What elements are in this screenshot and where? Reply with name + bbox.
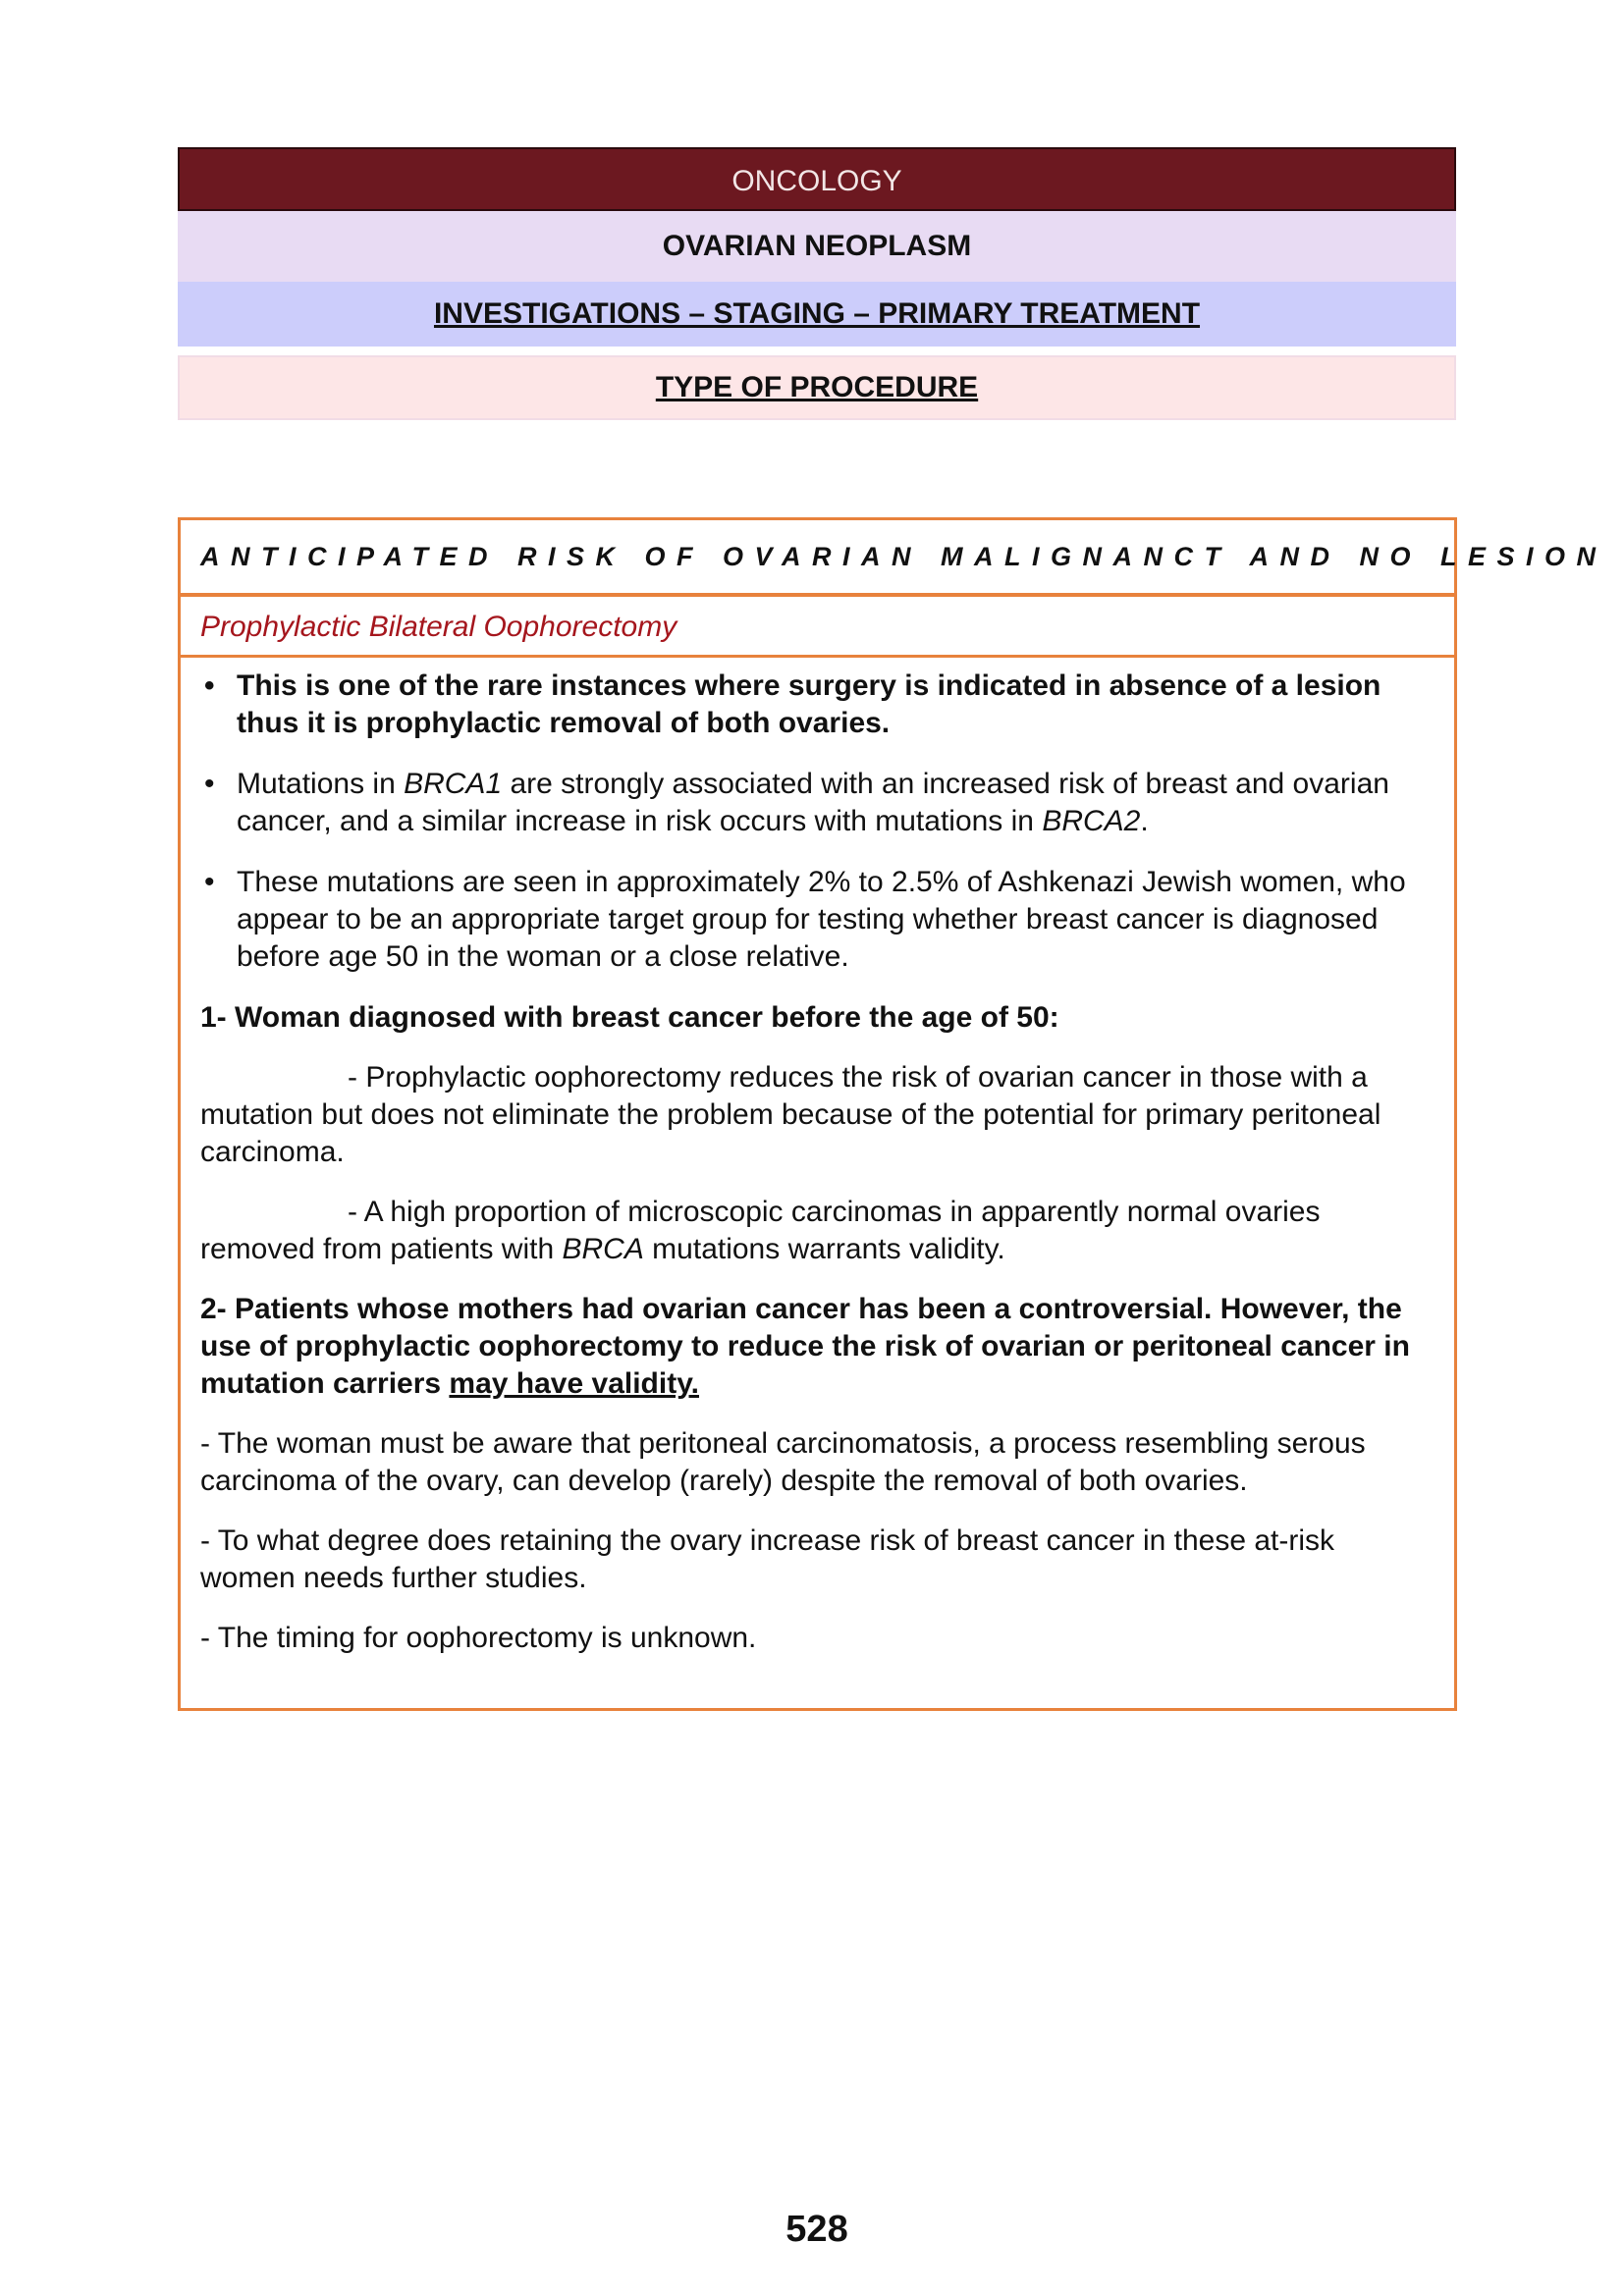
- page-header: [178, 147, 1456, 420]
- bullet-text: are strongly associated with an increased risk of breast and ovarian cancer, and a similar increase in risk occurs with mutations in: [237, 768, 1389, 837]
- paragraph: - To what degree does retaining the ovary increase risk of breast cancer in these at-risk women needs further studies.: [200, 1524, 1335, 1594]
- gene-name: BRCA2: [1042, 805, 1141, 837]
- gene-name: BRCA1: [404, 768, 503, 800]
- bullet-dot: •: [204, 669, 215, 702]
- bullet-dot: •: [204, 768, 215, 800]
- subtopic-banner: INVESTIGATIONS – STAGING – PRIMARY TREATMENT: [178, 282, 1456, 347]
- topic-banner: OVARIAN NEOPLASM: [178, 211, 1456, 282]
- paragraph: - The timing for oophorectomy is unknown.: [200, 1622, 757, 1654]
- box-body: [181, 658, 1454, 1657]
- paragraph-text: mutations warrants validity.: [643, 1233, 1005, 1265]
- bullet-item: [200, 766, 1433, 840]
- section-heading: [200, 1291, 1433, 1403]
- paragraph-text: - A high proportion of microscopic carcinomas in apparently normal ovaries removed from patients with: [200, 1196, 1321, 1265]
- bullet-text: These mutations are seen in approximately 2% to 2.5% of Ashkenazi Jewish women, who appear to be an appropriate target group for testing whether breast cancer is diagnosed before age 50 in the woman or a close relative.: [237, 866, 1406, 973]
- heading-text: 2- Patients whose mothers had ovarian cancer has been a controversial. However, the use of prophylactic oophorectomy to reduce the risk of ovarian or peritoneal cancer in mutation carriers: [200, 1293, 1410, 1400]
- paragraph: - Prophylactic oophorectomy reduces the risk of ovarian cancer in those with a mutation but does not eliminate the problem because of the potential for primary peritoneal carcinoma.: [200, 1061, 1381, 1168]
- paragraph: [200, 1194, 1433, 1268]
- paragraph: - The woman must be aware that peritoneal carcinomatosis, a process resembling serous carcinoma of the ovary, can develop (rarely) despite the removal of both ovaries.: [200, 1427, 1366, 1497]
- gene-name: BRCA: [562, 1233, 644, 1265]
- bullet-text: Mutations in: [237, 768, 405, 800]
- content-box: [178, 517, 1607, 1711]
- box-subtitle: Prophylactic Bilateral Oophorectomy: [181, 597, 1454, 658]
- section-banner: ONCOLOGY: [178, 147, 1456, 211]
- bullet-text: This is one of the rare instances where surgery is indicated in absence of a lesion thus it is prophylactic removal of both ovaries.: [237, 669, 1381, 739]
- bullet-item: [200, 864, 1433, 976]
- subsection-banner: TYPE OF PROCEDURE: [178, 355, 1456, 420]
- bullet-item: [200, 667, 1433, 742]
- page-number: 528: [785, 2209, 848, 2250]
- heading-underlined-text: may have validity.: [449, 1367, 699, 1400]
- box-title: ANTICIPATED RISK OF OVARIAN MALIGNANCT AND NO LESION: [181, 520, 1454, 597]
- bullet-dot: •: [204, 866, 215, 898]
- section-heading: 1- Woman diagnosed with breast cancer before the age of 50:: [200, 1001, 1059, 1034]
- bullet-text: .: [1140, 805, 1149, 837]
